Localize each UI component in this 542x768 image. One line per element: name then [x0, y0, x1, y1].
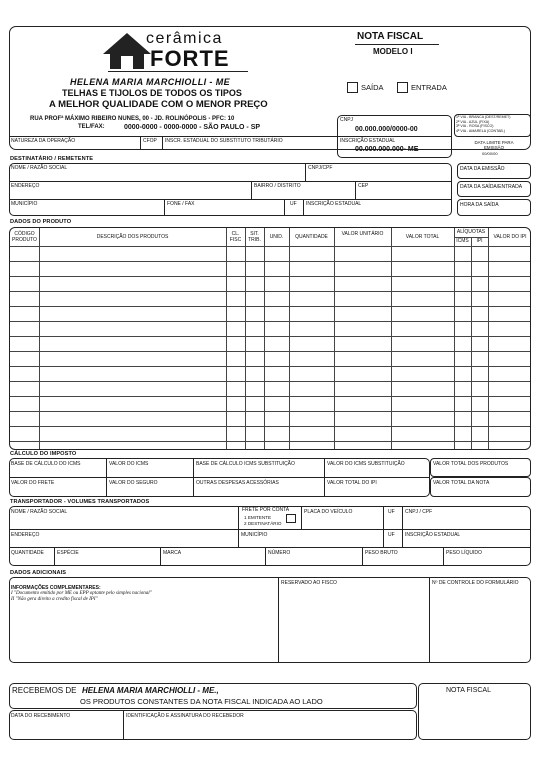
saida-label: SAÍDA	[361, 83, 384, 92]
especie-label: ESPÉCIE	[57, 550, 79, 556]
table-row	[10, 321, 530, 322]
recibo-data-label: DATA DO RECEBIMENTO	[11, 713, 71, 719]
col-descricao: DESCRIÇÃO DOS PRODUTOS	[96, 234, 169, 240]
cnpj-label: CNPJ	[340, 117, 354, 123]
table-row	[10, 411, 530, 412]
col-codigo: CÓDIGO PRODUTO	[12, 231, 37, 243]
dest-cep-label: CEP	[358, 183, 369, 189]
cnpj-value: 00.000.000/0000-00	[355, 126, 418, 133]
tel-label: TEL/FAX:	[78, 124, 105, 130]
recibo-line2: OS PRODUTOS CONSTANTES DA NOTA FISCAL INDICADA AO LADO	[80, 697, 323, 706]
table-row	[10, 261, 530, 262]
table-row	[10, 396, 530, 397]
data-limite-value: 00/00/00	[482, 151, 498, 156]
transp-cnpj-label: CNPJ / CPF	[405, 509, 433, 515]
marca-label: MARCA	[163, 550, 182, 556]
doc-title: NOTA FISCAL	[357, 31, 424, 42]
imposto-title: CÁLCULO DO IMPOSTO	[10, 451, 77, 457]
entrada-label: ENTRADA	[411, 83, 447, 92]
data-emissao-label: DATA DA EMISSÃO	[460, 166, 505, 172]
dest-municipio-label: MUNICÍPIO	[11, 201, 38, 207]
doc-title-underline	[355, 44, 439, 45]
data-saida-label: DATA DA SAÍDA/ENTRADA	[460, 184, 523, 190]
entrada-checkbox[interactable]	[397, 82, 408, 93]
table-row	[10, 336, 530, 337]
adicionais-title: DADOS ADICIONAIS	[10, 570, 67, 576]
brand-big: FORTE	[150, 46, 230, 71]
tagline-1: TELHAS E TIJOLOS DE TODOS OS TIPOS	[62, 88, 242, 98]
peso-liquido-label: PESO LÍQUIDO	[446, 550, 482, 556]
valor-subst-label: VALOR DO ICMS SUBSTITUIÇÃO	[327, 461, 405, 467]
ie-value: 00.000.000.000- ME	[355, 146, 419, 153]
table-row	[10, 366, 530, 367]
frete-destinatario-label: 2 DESTINATÁRIO	[244, 521, 282, 526]
numero-label: NÚMERO	[268, 550, 291, 556]
dest-endereco-label: ENDEREÇO	[11, 183, 40, 189]
total-produtos-label: VALOR TOTAL DOS PRODUTOS	[433, 461, 509, 467]
seguro-label: VALOR DO SEGURO	[109, 480, 158, 486]
cfop-label: CFOP	[143, 138, 157, 144]
recibo-assinatura-label: IDENTIFICAÇÃO E ASSINATURA DO RECEBEDOR	[126, 713, 244, 719]
info-title: INFORMAÇÕES COMPLEMENTARES:	[11, 585, 101, 591]
data-limite-label: DATA LIMITE PARA EMISSÃO	[474, 140, 514, 150]
col-valor-unit: VALOR UNITÁRIO	[341, 231, 384, 237]
frete-checkbox[interactable]	[286, 514, 296, 523]
recibo-line1-a: RECEBEMOS DE	[12, 686, 77, 695]
col-valor-ipi: VALOR DO IPI	[493, 234, 527, 240]
transp-municipio-label: MUNICÍPIO	[241, 532, 268, 538]
via-4: 4ª VIA - AMARELA (CONTAB.)	[456, 128, 505, 133]
controle-label: Nº DE CONTROLE DO FORMULÁRIO	[432, 580, 519, 586]
transportador-title: TRANSPORTADOR - VOLUMES TRANSPORTADOS	[10, 499, 150, 505]
base-subst-label: BASE DE CÁLCULO ICMS SUBSTITUIÇÃO	[196, 461, 295, 467]
peso-bruto-label: PESO BRUTO	[365, 550, 398, 556]
outras-label: OUTRAS DESPESAS ACESSÓRIAS	[196, 480, 279, 486]
table-row	[10, 306, 530, 307]
frete-conta-label: FRETE POR CONTA	[242, 507, 290, 513]
via-1: 1ª VIA - BRANCA (DEST/REMET)	[456, 115, 511, 119]
destinatario-title: DESTINATÁRIO / REMETENTE	[10, 156, 94, 162]
company-name: HELENA MARIA MARCHIOLLI - ME	[70, 77, 231, 87]
base-icms-label: BASE DE CÁLCULO DO ICMS	[11, 461, 81, 467]
address: RUA PROFª MÁXIMO RIBEIRO NUNES, 00 - JD. ROLINÓPOLIS - PFC: 10	[30, 116, 235, 122]
valor-icms-label: VALOR DO ICMS	[109, 461, 149, 467]
info-line-1: I "Documento emitido por ME ou EPP optante pelo simples nacional"	[11, 591, 152, 596]
products-table	[9, 227, 531, 450]
frete-label: VALOR DO FRETE	[11, 480, 55, 486]
col-icms: ICMS	[456, 238, 469, 244]
table-row	[10, 246, 530, 247]
hora-saida-label: HORA DA SAÍDA	[460, 202, 499, 208]
brand-small: cerâmica	[146, 30, 223, 47]
transp-uf2-label: UF	[388, 532, 395, 538]
brand-underline	[108, 71, 248, 72]
col-quantidade: QUANTIDADE	[295, 234, 328, 240]
table-col-divider	[471, 238, 472, 449]
placa-label: PLACA DO VEÍCULO	[304, 509, 353, 515]
frete-emitente-label: 1 EMITENTE	[244, 515, 272, 520]
recibo-nota-label: NOTA FISCAL	[446, 687, 491, 694]
total-nota-label: VALOR TOTAL DA NOTA	[433, 480, 490, 486]
reservado-label: RESERVADO AO FISCO	[281, 580, 337, 586]
ie-label: INSCRIÇÃO ESTADUAL	[340, 138, 396, 144]
col-cl-fisc: CL. FISC	[229, 231, 242, 243]
dest-uf-label: UF	[290, 201, 297, 207]
table-row	[10, 426, 530, 427]
dest-ie-label: INSCRIÇÃO ESTADUAL	[306, 201, 362, 207]
transp-uf-label: UF	[388, 509, 395, 515]
house-logo-icon	[102, 32, 152, 70]
table-row	[10, 441, 530, 442]
transp-endereco-label: ENDEREÇO	[11, 532, 40, 538]
tagline-2: A MELHOR QUALIDADE COM O MENOR PREÇO	[49, 99, 268, 110]
insc-subst-label: INSCR. ESTADUAL DO SUBSTITUTO TRIBUTÁRIO	[165, 138, 283, 144]
quantidade-label: QUANTIDADE	[11, 550, 44, 556]
table-row	[10, 291, 530, 292]
destinatario-frame	[9, 163, 452, 216]
col-sit-trib: SIT. TRIB.	[248, 231, 261, 243]
via-2: 2ª VIA - AZUL (FIXA)	[456, 119, 490, 124]
info-line-2: II "Não gera direito a credito fiscal de IPI"	[11, 597, 98, 602]
col-ipi: IPI	[476, 238, 483, 244]
natureza-label: NATUREZA DA OPERAÇÃO	[11, 138, 76, 144]
dest-nome-label: NOME / RAZÃO SOCIAL	[11, 165, 68, 171]
table-row	[10, 276, 530, 277]
dest-bairro-label: BAIRRO / DISTRITO	[254, 183, 301, 189]
transp-ie-label: INSCRIÇÃO ESTADUAL	[405, 532, 461, 538]
col-valor-total: VALOR TOTAL	[405, 234, 440, 240]
aliquotas-divider	[454, 237, 488, 238]
via-3: 3ª VIA - ROSA (FISCO)	[456, 124, 494, 128]
total-ipi-label: VALOR TOTAL DO IPI	[327, 480, 377, 486]
doc-model: MODELO I	[373, 47, 413, 56]
produtos-title: DADOS DO PRODUTO	[10, 219, 72, 225]
recibo-line1-b: HELENA MARIA MARCHIOLLI - ME.,	[82, 686, 219, 695]
saida-checkbox[interactable]	[347, 82, 358, 93]
tel-value: 0000-0000 - 0000-0000 - SÃO PAULO - SP	[124, 123, 261, 131]
dest-cnpj-label: CNPJ/CPF	[308, 165, 333, 171]
table-row	[10, 381, 530, 382]
col-unid: UNID.	[269, 234, 284, 240]
table-row	[10, 351, 530, 352]
col-aliquotas: ALÍQUOTAS	[456, 229, 486, 235]
dest-fone-label: FONE / FAX	[167, 201, 195, 207]
transp-nome-label: NOME / RAZÃO SOCIAL	[11, 509, 68, 515]
